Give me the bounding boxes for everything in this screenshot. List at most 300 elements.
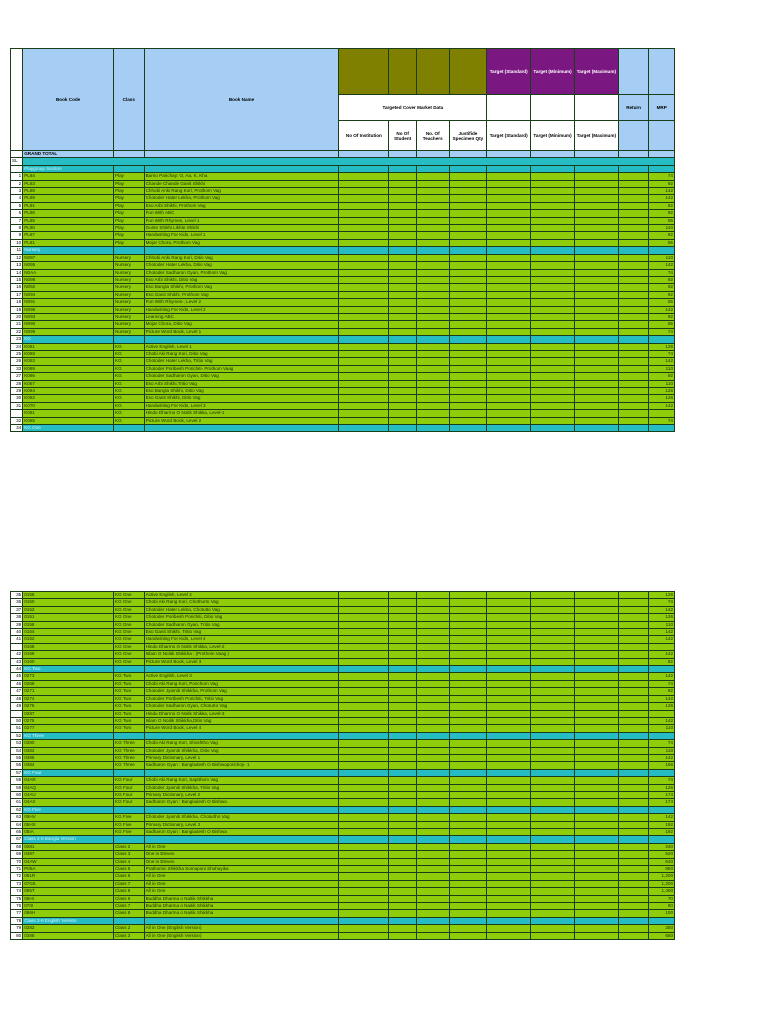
row-class: Class 6 — [114, 873, 145, 880]
row-book-name — [144, 732, 339, 739]
row-teachers — [416, 903, 449, 910]
row-return — [618, 276, 649, 283]
row-institution — [339, 365, 389, 372]
row-teachers — [416, 425, 449, 432]
row-target-minimum — [531, 621, 575, 628]
row-sl: 57 — [11, 769, 23, 776]
row-specimen — [449, 858, 487, 865]
row-institution — [339, 769, 389, 776]
row-teachers — [416, 762, 449, 769]
row-return — [618, 717, 649, 724]
row-book-code: N0AA — [23, 269, 114, 276]
table-row — [11, 777, 675, 784]
row-class: Nursery — [114, 328, 145, 335]
row-mrp — [649, 710, 675, 717]
row-student — [389, 643, 417, 650]
row-sl: 23 — [11, 336, 23, 343]
row-book-name: All in One — [144, 888, 339, 895]
row-teachers — [416, 651, 449, 658]
row-sl: 80 — [11, 932, 23, 939]
row-specimen — [449, 173, 487, 180]
row-return — [618, 599, 649, 606]
row-institution — [339, 380, 389, 387]
row-return — [618, 313, 649, 320]
row-return — [618, 888, 649, 895]
row-book-name: Chobi Aki Rang Kori, Ponchom Vag — [144, 680, 339, 687]
row-target-standard — [487, 643, 531, 650]
table-row — [11, 299, 675, 306]
row-class: Class 4 — [114, 858, 145, 865]
row-target-maximum — [574, 188, 618, 195]
row-target-standard — [487, 417, 531, 424]
row-specimen — [449, 777, 487, 784]
row-return — [618, 710, 649, 717]
row-specimen — [449, 210, 487, 217]
row-book-name: Islam O Noitik Shikkha : (Prothom Vaag ) — [144, 651, 339, 658]
row-teachers — [416, 592, 449, 599]
row-sl: 55 — [11, 754, 23, 761]
row-teachers — [416, 643, 449, 650]
row-teachers — [416, 321, 449, 328]
row-return — [618, 291, 649, 298]
row-target-minimum — [531, 725, 575, 732]
row-teachers — [416, 666, 449, 673]
table-row — [11, 592, 675, 599]
row-book-code: 0158 — [23, 621, 114, 628]
row-class: KG Five — [114, 829, 145, 836]
sheet-bottom-table — [10, 591, 675, 940]
row-class — [114, 247, 145, 254]
row-institution — [339, 629, 389, 636]
table-row — [11, 210, 675, 217]
row-target-standard — [487, 336, 531, 343]
row-teachers — [416, 210, 449, 217]
row-class: Play — [114, 217, 145, 224]
row-institution — [339, 336, 389, 343]
row-institution — [339, 858, 389, 865]
row-book-name: Chobi Aki Rang Kori, Shoshtho Vag — [144, 740, 339, 747]
row-target-maximum — [574, 380, 618, 387]
row-target-maximum — [574, 843, 618, 850]
row-target-standard — [487, 806, 531, 813]
row-target-minimum — [531, 880, 575, 887]
row-book-name: Fun With Rhymes, Level 1 — [144, 217, 339, 224]
row-institution — [339, 284, 389, 291]
row-target-minimum — [531, 195, 575, 202]
row-teachers — [416, 225, 449, 232]
row-target-maximum — [574, 784, 618, 791]
row-class — [114, 836, 145, 843]
row-teachers — [416, 614, 449, 621]
row-target-minimum — [531, 188, 575, 195]
row-target-minimum — [531, 873, 575, 880]
row-target-maximum — [574, 402, 618, 409]
row-class: Nursery — [114, 284, 145, 291]
row-specimen — [449, 880, 487, 887]
row-target-maximum — [574, 180, 618, 187]
row-sl: 46 — [11, 680, 23, 687]
row-book-code: Playgroup Section — [23, 165, 114, 172]
row-sl: 71 — [11, 866, 23, 873]
row-target-minimum — [531, 769, 575, 776]
table-row — [11, 202, 675, 209]
row-target-standard — [487, 851, 531, 858]
row-book-code: 0387 — [23, 851, 114, 858]
row-mrp: 142 — [649, 636, 675, 643]
row-book-code: N099 — [23, 328, 114, 335]
row-target-standard — [487, 254, 531, 261]
row-return — [618, 606, 649, 613]
row-book-code: 0276 — [23, 703, 114, 710]
row-target-minimum — [531, 925, 575, 932]
row-target-minimum — [531, 321, 575, 328]
row-mrp: 142 — [649, 262, 675, 269]
row-book-code: N095 — [23, 262, 114, 269]
row-book-code: 07I0 — [23, 903, 114, 910]
row-teachers — [416, 254, 449, 261]
row-target-minimum — [531, 350, 575, 357]
row-target-maximum — [574, 754, 618, 761]
row-institution — [339, 910, 389, 917]
table-row — [11, 910, 675, 917]
row-return — [618, 903, 649, 910]
row-target-standard — [487, 373, 531, 380]
row-specimen — [449, 747, 487, 754]
row-book-name — [144, 247, 339, 254]
row-book-code: 05IA — [23, 829, 114, 836]
row-book-code: 0273 — [23, 673, 114, 680]
row-book-name: Sadharon Gyan : Bangladesh O Bishwa — [144, 799, 339, 806]
row-target-minimum — [531, 658, 575, 665]
col-return: Return — [618, 95, 649, 121]
row-student — [389, 784, 417, 791]
col-target-minimum: Target (Minimum) — [531, 121, 575, 151]
row-target-minimum — [531, 799, 575, 806]
table-row — [11, 232, 675, 239]
row-student — [389, 829, 417, 836]
row-target-maximum — [574, 910, 618, 917]
row-student — [389, 313, 417, 320]
row-target-minimum — [531, 395, 575, 402]
row-specimen — [449, 343, 487, 350]
row-institution — [339, 254, 389, 261]
row-target-maximum — [574, 336, 618, 343]
row-sl: 27 — [11, 373, 23, 380]
row-class: KG One — [114, 629, 145, 636]
row-sl: 29 — [11, 388, 23, 395]
row-specimen — [449, 239, 487, 246]
row-institution — [339, 717, 389, 724]
row-book-code: 0271 — [23, 688, 114, 695]
row-book-name: Eso Ganit Shikhi, Prothom Vag — [144, 291, 339, 298]
row-target-maximum — [574, 777, 618, 784]
row-sl: 47 — [11, 688, 23, 695]
row-student — [389, 217, 417, 224]
row-specimen — [449, 592, 487, 599]
row-target-standard — [487, 402, 531, 409]
row-class: KG Four — [114, 791, 145, 798]
row-book-code: 0384 — [23, 762, 114, 769]
blank-cell — [487, 95, 531, 121]
row-specimen — [449, 806, 487, 813]
table-row — [11, 658, 675, 665]
row-sl: 8 — [11, 225, 23, 232]
row-book-name: Picture Word Book, Level 1 — [144, 328, 339, 335]
row-mrp: 126 — [649, 614, 675, 621]
row-institution — [339, 732, 389, 739]
row-mrp: 142 — [649, 188, 675, 195]
row-teachers — [416, 680, 449, 687]
row-book-code: 04AU — [23, 791, 114, 798]
row-class: KG One — [114, 606, 145, 613]
row-student — [389, 388, 417, 395]
table-row — [11, 291, 675, 298]
row-institution — [339, 592, 389, 599]
row-class: KG One — [114, 592, 145, 599]
row-specimen — [449, 643, 487, 650]
row-student — [389, 777, 417, 784]
row-book-code: N091 — [23, 299, 114, 306]
row-book-name: Handwriting For Kids, Level 1 — [144, 232, 339, 239]
row-student — [389, 336, 417, 343]
row-target-minimum — [531, 732, 575, 739]
row-class — [114, 769, 145, 776]
row-target-maximum — [574, 806, 618, 813]
row-student — [389, 910, 417, 917]
row-teachers — [416, 395, 449, 402]
row-book-name: Eso Arbi Shikhi, Prothom Vag — [144, 202, 339, 209]
row-class: Class 6 — [114, 895, 145, 902]
row-book-code: KG Five — [23, 806, 114, 813]
row-specimen — [449, 247, 487, 254]
row-student — [389, 276, 417, 283]
blank-cell — [574, 95, 618, 121]
row-class: KG — [114, 373, 145, 380]
row-target-minimum — [531, 814, 575, 821]
row-book-name: Chotoder Poribesh Porichiti, Ditio Vag — [144, 614, 339, 621]
row-teachers — [416, 791, 449, 798]
row-teachers — [416, 606, 449, 613]
row-sl: 10 — [11, 239, 23, 246]
row-class — [114, 666, 145, 673]
row-book-name: Chotoder Jyamiti Shikkha, Ditio Vag — [144, 747, 339, 754]
row-book-name: Chotoder Jyamiti Shikkha, Prothom Vag — [144, 688, 339, 695]
row-institution — [339, 299, 389, 306]
row-institution — [339, 799, 389, 806]
row-target-minimum — [531, 784, 575, 791]
row-book-name: Picture Word Book, Level 2 — [144, 417, 339, 424]
row-teachers — [416, 188, 449, 195]
row-student — [389, 925, 417, 932]
row-book-code: 06HI — [23, 895, 114, 902]
row-book-code: 04AW — [23, 858, 114, 865]
row-mrp — [649, 247, 675, 254]
row-return — [618, 666, 649, 673]
row-book-code: 0282 — [23, 925, 114, 932]
row-book-name: Picture Word Book, Level 4 — [144, 725, 339, 732]
row-return — [618, 232, 649, 239]
col-class: Class — [114, 49, 145, 151]
table-row — [11, 762, 675, 769]
row-return — [618, 343, 649, 350]
row-teachers — [416, 328, 449, 335]
row-institution — [339, 791, 389, 798]
row-target-standard — [487, 202, 531, 209]
row-teachers — [416, 747, 449, 754]
row-class: KG Two — [114, 703, 145, 710]
row-target-standard — [487, 614, 531, 621]
row-target-maximum — [574, 791, 618, 798]
row-specimen — [449, 754, 487, 761]
row-target-minimum — [531, 754, 575, 761]
row-teachers — [416, 725, 449, 732]
row-student — [389, 365, 417, 372]
row-institution — [339, 851, 389, 858]
row-mrp: 142 — [649, 814, 675, 821]
row-mrp: 92 — [649, 291, 675, 298]
row-class: Play — [114, 225, 145, 232]
row-target-maximum — [574, 658, 618, 665]
row-target-standard — [487, 732, 531, 739]
row-sl: 40 — [11, 629, 23, 636]
row-target-standard — [487, 829, 531, 836]
row-student — [389, 373, 417, 380]
row-book-name: Chotoder Sadharon Gyan, Prothom Vag — [144, 269, 339, 276]
table-row — [11, 269, 675, 276]
row-student — [389, 202, 417, 209]
row-mrp: 156 — [649, 762, 675, 769]
row-institution — [339, 239, 389, 246]
row-sl: 32 — [11, 417, 23, 424]
row-mrp: 126 — [649, 703, 675, 710]
row-mrp: 92 — [649, 313, 675, 320]
row-mrp: 126 — [649, 784, 675, 791]
row-sl: 64 — [11, 821, 23, 828]
row-sl: 11 — [11, 247, 23, 254]
row-student — [389, 725, 417, 732]
section-row — [11, 732, 675, 739]
row-institution — [339, 895, 389, 902]
row-target-standard — [487, 410, 531, 417]
row-class: Play — [114, 202, 145, 209]
col-target-maximum: Target (Maximum) — [574, 121, 618, 151]
row-teachers — [416, 636, 449, 643]
row-institution — [339, 643, 389, 650]
row-class: Nursery — [114, 321, 145, 328]
row-book-code: K066 — [23, 373, 114, 380]
row-student — [389, 395, 417, 402]
row-book-name: All in One — [144, 880, 339, 887]
row-target-maximum — [574, 425, 618, 432]
table-row — [11, 688, 675, 695]
row-sl: 78 — [11, 917, 23, 924]
row-student — [389, 232, 417, 239]
row-book-name: Chande Chande Ganit Shikhi — [144, 180, 339, 187]
row-mrp: 92 — [649, 688, 675, 695]
col-book-name: Book Name — [144, 49, 339, 151]
row-target-standard — [487, 821, 531, 828]
row-target-standard — [487, 350, 531, 357]
row-target-standard — [487, 932, 531, 939]
row-book-name: Eso Arbi Shikhi,Tritio Vag — [144, 380, 339, 387]
row-book-code: K068 — [23, 350, 114, 357]
row-class: KG One — [114, 621, 145, 628]
row-mrp: 74 — [649, 269, 675, 276]
row-book-code: K081 — [23, 410, 114, 417]
table-row — [11, 173, 675, 180]
row-specimen — [449, 829, 487, 836]
row-book-name: Hindu Dharmo O Noitk Shikka, Level-1 — [144, 410, 339, 417]
row-institution — [339, 621, 389, 628]
row-student — [389, 425, 417, 432]
row-book-code: K062 — [23, 395, 114, 402]
row-return — [618, 321, 649, 328]
row-institution — [339, 651, 389, 658]
row-institution — [339, 247, 389, 254]
row-mrp: 142 — [649, 673, 675, 680]
row-sl: 52 — [11, 732, 23, 739]
row-target-minimum — [531, 417, 575, 424]
row-target-standard — [487, 239, 531, 246]
row-book-name: Buddha Dharma o Naitik Shikkha — [144, 910, 339, 917]
row-class: Nursery — [114, 269, 145, 276]
row-mrp: 80 — [649, 903, 675, 910]
row-mrp: 110 — [649, 225, 675, 232]
row-return — [618, 917, 649, 924]
row-class: KG Four — [114, 777, 145, 784]
row-sl: 76 — [11, 903, 23, 910]
row-student — [389, 843, 417, 850]
row-book-code: KG One — [23, 425, 114, 432]
row-student — [389, 762, 417, 769]
row-institution — [339, 358, 389, 365]
row-book-name: Chotoder Sadharon Gyan, Choturto Vag — [144, 703, 339, 710]
row-specimen — [449, 306, 487, 313]
row-teachers — [416, 388, 449, 395]
sl-header-blank — [11, 49, 23, 151]
row-teachers — [416, 673, 449, 680]
col-no-of-institution: No Of Institution — [339, 121, 389, 151]
row-student — [389, 806, 417, 813]
row-specimen — [449, 629, 487, 636]
row-institution — [339, 165, 389, 172]
row-mrp: 74 — [649, 740, 675, 747]
row-institution — [339, 836, 389, 843]
row-target-maximum — [574, 740, 618, 747]
row-target-maximum — [574, 629, 618, 636]
row-institution — [339, 195, 389, 202]
row-specimen — [449, 725, 487, 732]
row-book-code: 0275 — [23, 717, 114, 724]
row-target-maximum — [574, 717, 618, 724]
row-specimen — [449, 836, 487, 843]
row-return — [618, 910, 649, 917]
row-teachers — [416, 814, 449, 821]
row-student — [389, 188, 417, 195]
row-student — [389, 306, 417, 313]
row-return — [618, 791, 649, 798]
row-institution — [339, 173, 389, 180]
row-target-maximum — [574, 210, 618, 217]
row-target-standard — [487, 180, 531, 187]
row-class: Nursery — [114, 254, 145, 261]
row-student — [389, 239, 417, 246]
row-institution — [339, 232, 389, 239]
row-sl: 56 — [11, 762, 23, 769]
row-target-standard — [487, 858, 531, 865]
row-target-maximum — [574, 666, 618, 673]
row-teachers — [416, 717, 449, 724]
